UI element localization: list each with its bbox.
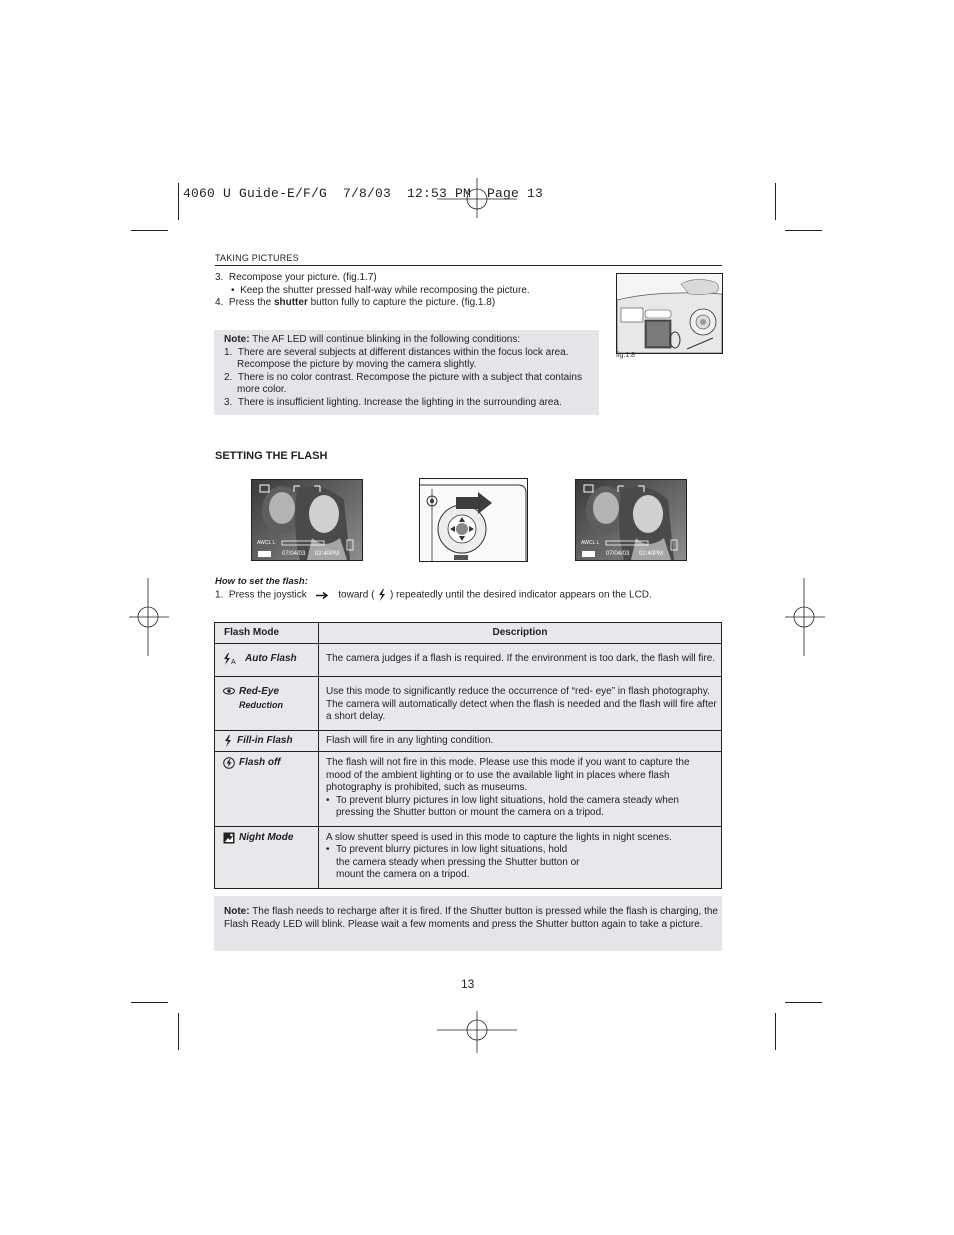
registration-mark-bottom [437, 1011, 517, 1053]
step-text: Press the [228, 297, 274, 308]
note-label: Note: [224, 334, 250, 345]
mode-cell [215, 826, 319, 888]
mode-cell [215, 677, 319, 731]
item-text: There is insufficient lighting. Increase the lighting in the surrounding area. [237, 397, 562, 408]
lcd-time: 02:40PM [315, 551, 340, 557]
red-eye-icon [223, 686, 235, 696]
item-number: 3. [224, 397, 233, 408]
step-text: button fully to capture the picture. (fig.1.8) [307, 297, 496, 308]
bullet-item: • To prevent blurry pictures in low light situations, hold the camera steady when pressing the Shutter button or mount the camera on a tripod. [326, 844, 581, 882]
table-row [215, 752, 722, 827]
flash-icon [377, 589, 387, 601]
item-text: Recompose the picture by moving the camera slightly. [237, 359, 477, 370]
step-bold: shutter [273, 297, 308, 308]
mode-name: Fill-in Flash [237, 734, 293, 746]
table-row [215, 730, 722, 752]
crop-mark [785, 230, 822, 231]
step-number: 3. [215, 272, 224, 283]
note-item-cont [237, 384, 286, 397]
column-header [215, 623, 319, 644]
figure-caption: fig.1.8 [616, 352, 636, 359]
print-slug: 4060 U Guide-E/F/G 7/8/03 12:53 PM Page 13 [183, 186, 544, 201]
step-3 [215, 272, 377, 284]
description-cell [319, 826, 722, 888]
item-text: There are several subjects at different distances within the focus lock area. [237, 347, 569, 358]
note-label: Note: [224, 906, 250, 917]
item-number: 1. [224, 347, 233, 358]
description-cell [319, 752, 722, 827]
step-4 [215, 297, 495, 309]
column-header-text: Flash Mode [224, 626, 280, 638]
note-item [224, 347, 568, 360]
crop-mark [785, 1002, 822, 1003]
description-text: Use this mode to significantly reduce the occurrence of “red- eye” in flash photography. The camera will automatically detect when the flash is needed and the flash will fire after a short delay. [326, 686, 717, 722]
lcd-date: 07/04/03 [282, 551, 306, 557]
night-mode-icon [223, 832, 235, 844]
flash-mode-table [214, 622, 722, 889]
step-number: 4. [215, 297, 224, 308]
note-text: The AF LED will continue blinking in the following conditions: [252, 334, 521, 345]
table-row [215, 677, 722, 731]
lcd-photo [252, 480, 362, 560]
mode-name: Night Mode [239, 831, 294, 843]
lcd-quality: AWCL L [581, 540, 600, 546]
note-intro [224, 334, 520, 347]
lcd-quality: AWCL L [257, 540, 276, 546]
lcd-date: 07/04/03 [606, 551, 630, 557]
bullet-text: Keep the shutter pressed half-way while recomposing the picture. [240, 285, 530, 296]
item-text: more color. [237, 384, 287, 395]
header-rule [215, 265, 722, 266]
registration-mark-right [785, 578, 825, 656]
mode-name: Auto Flash [245, 653, 297, 664]
lcd-screenshot-before [251, 479, 363, 561]
note-item-cont [237, 359, 476, 372]
crop-mark [775, 1013, 776, 1050]
note-item [224, 397, 562, 410]
mode-cell [215, 752, 319, 827]
mode-name: Flash off [239, 757, 281, 768]
crop-mark [178, 183, 179, 220]
bullet-list [326, 795, 717, 820]
description-text: The camera judges if a flash is required. If the environment is too dark, the flash will fire. [326, 653, 716, 664]
note-flash-recharge [214, 896, 722, 951]
note-item [224, 372, 582, 385]
crop-mark [178, 1013, 179, 1050]
mode-name-sub: Reduction [239, 699, 283, 710]
auto-flash-icon [223, 653, 239, 665]
table-row [215, 826, 722, 888]
bullet-item: • To prevent blurry pictures in low light situations, hold the camera steady when pressing the Shutter button or mount the camera on a tripod. [326, 795, 717, 820]
mode-label-group [239, 686, 283, 712]
step-text: toward ( [338, 589, 375, 601]
howto-step [215, 589, 652, 601]
description-cell [319, 644, 722, 677]
fill-in-flash-icon [223, 735, 233, 747]
lcd-time: 02:40PM [639, 551, 664, 557]
description-cell [319, 730, 722, 752]
description-cell [319, 677, 722, 731]
step-text: ) repeatedly until the desired indicator appears on the LCD. [389, 589, 652, 601]
lcd-photo [576, 480, 686, 560]
arrow-right-icon [313, 591, 333, 600]
column-header [319, 623, 722, 644]
section-title: SETTING THE FLASH [215, 450, 328, 462]
table-row [215, 644, 722, 677]
step-text: Recompose your picture. (fig.1.7) [228, 272, 377, 283]
step-text: Press the joystick [228, 589, 307, 601]
table-header-row [215, 623, 722, 644]
flash-off-icon [223, 757, 235, 769]
column-header-text: Description [492, 626, 548, 638]
crop-mark [775, 183, 776, 220]
note-af-led [214, 330, 599, 415]
crop-mark [131, 230, 168, 231]
description-text: The flash will not fire in this mode. Please use this mode if you want to capture the mood of the ambient lighting or to use the available light in places where flash photography is prohibited, such as museums. [326, 757, 690, 793]
note-text-block [224, 906, 719, 931]
mode-name: Red-Eye [239, 686, 280, 697]
lcd-screenshot-after [575, 479, 687, 561]
howto-title: How to set the flash: [215, 576, 308, 587]
mode-cell [215, 644, 319, 677]
camera-figure [616, 273, 723, 354]
step-number: 1. [215, 589, 224, 601]
item-text: There is no color contrast. Recompose the picture with a subject that contains [237, 372, 582, 383]
crop-mark [131, 1002, 168, 1003]
running-header: TAKING PICTURES [215, 253, 299, 263]
page-number: 13 [461, 977, 475, 991]
svg-text:A: A [231, 659, 236, 665]
camera-illustration [617, 274, 722, 353]
item-number: 2. [224, 372, 233, 383]
mode-cell [215, 730, 319, 752]
registration-mark-left [129, 578, 169, 656]
bullet-list [326, 844, 717, 882]
description-text: A slow shutter speed is used in this mode to capture the lights in night scenes. [326, 831, 672, 843]
step-3-bullet: • Keep the shutter pressed half-way while recomposing the picture. [231, 285, 530, 296]
note-text: The flash needs to recharge after it is fired. If the Shutter button is pressed while the flash is charging, the Flash Ready LED will blink. Please wait a few moments and press the Shutter button again to take a picture. [224, 906, 718, 930]
joystick-illustration [419, 478, 528, 562]
joystick-drawing [420, 479, 527, 561]
description-text: Flash will fire in any lighting condition. [326, 734, 494, 746]
